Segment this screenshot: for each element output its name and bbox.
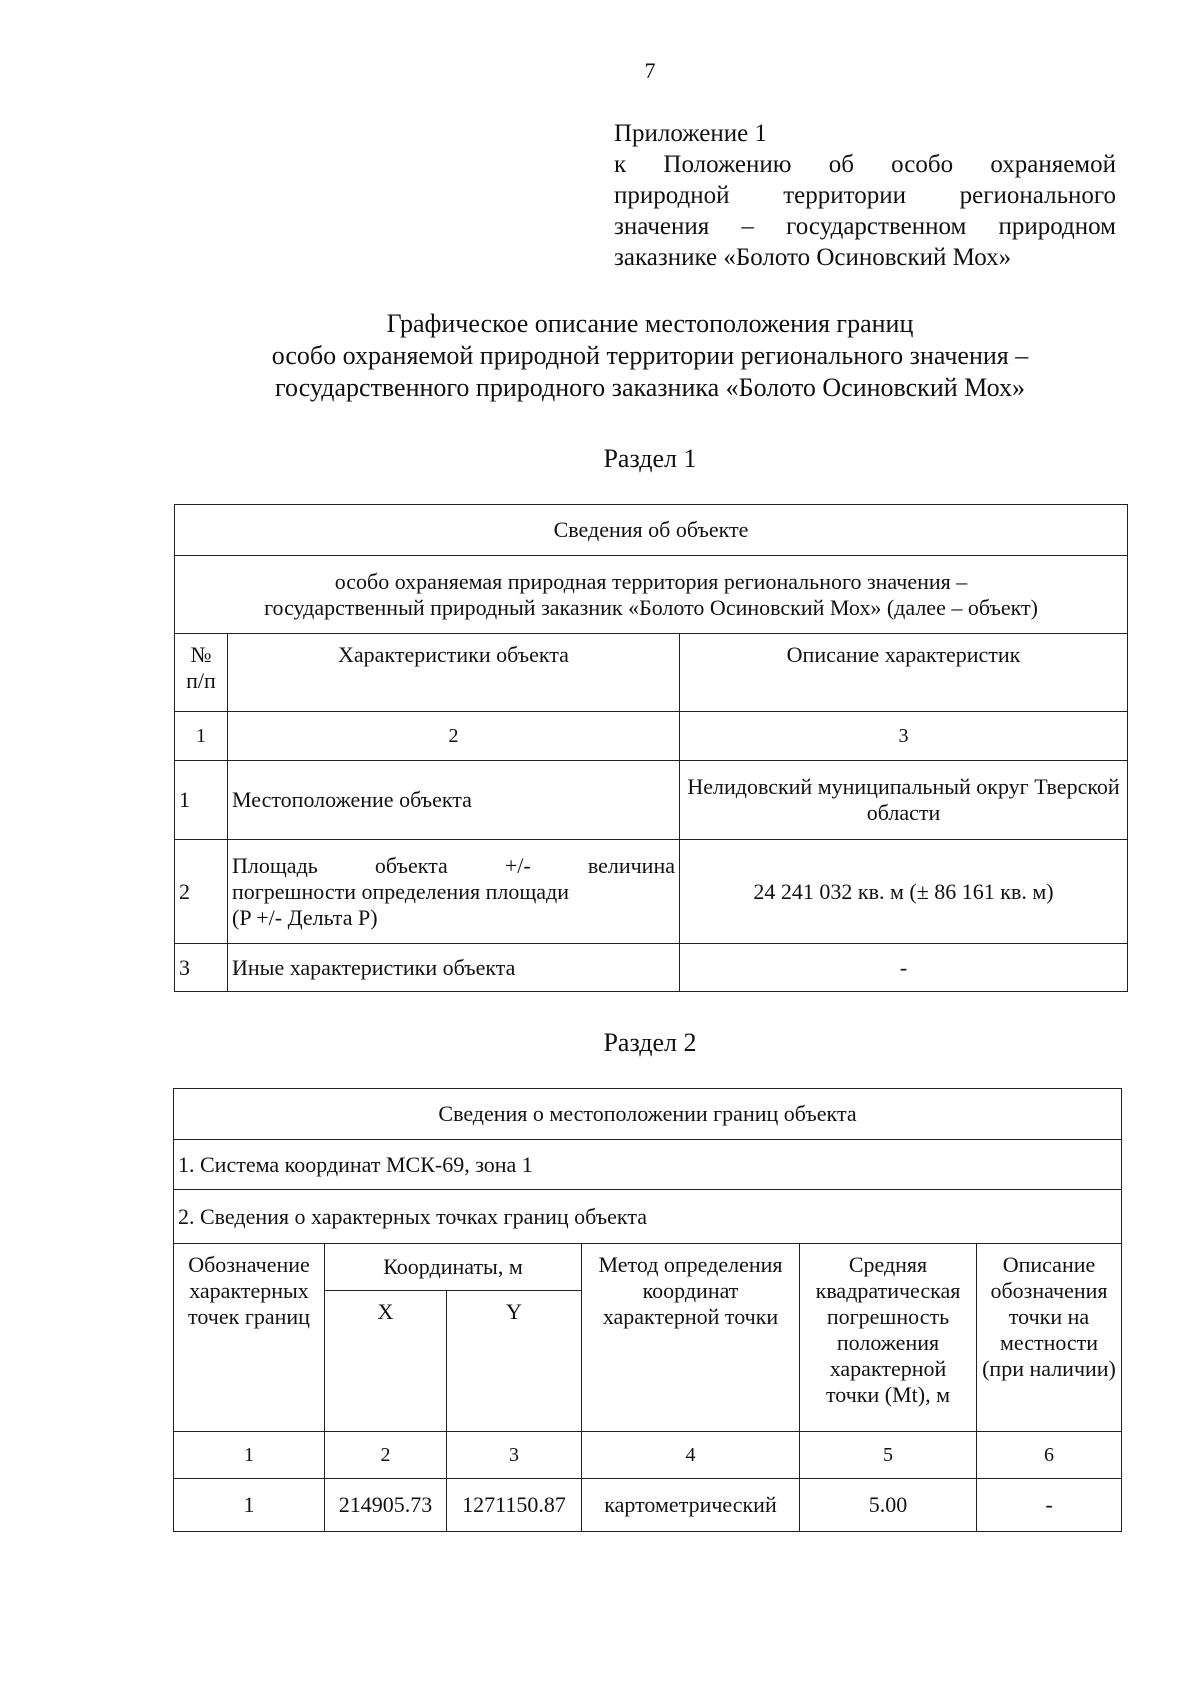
column-number: 2 bbox=[228, 712, 680, 761]
header-num: № п/п bbox=[175, 634, 228, 712]
point-method: картометрический bbox=[582, 1479, 800, 1532]
object-name-line: государственный природный заказник «Болото Осиновский Мох» (далее – объект) bbox=[264, 594, 1038, 620]
row-characteristic: Иные характеристики объекта bbox=[228, 944, 680, 992]
appendix-note bbox=[614, 118, 1116, 273]
row-description: Нелидовский муниципальный округ Тверской области bbox=[680, 761, 1128, 840]
object-name-line: особо охраняемая природная территория регионального значения – bbox=[334, 568, 968, 594]
section2-heading: Раздел 2 bbox=[603, 1028, 697, 1057]
appendix-line: заказнике «Болото Осиновский Мох» bbox=[614, 244, 1012, 271]
characteristic-line: погрешности определения площади bbox=[232, 878, 570, 904]
table-row bbox=[175, 761, 1128, 840]
header-designation: Обозначение характерных точек границ bbox=[174, 1244, 325, 1432]
column-number: 6 bbox=[977, 1432, 1122, 1479]
row-num: 2 bbox=[175, 840, 228, 944]
header-coordinates: Координаты, м bbox=[325, 1244, 582, 1291]
appendix-line: к Положению об особо охраняемой bbox=[614, 151, 1116, 178]
appendix-line: природной территории регионального bbox=[614, 182, 1116, 209]
table-row bbox=[175, 840, 1128, 944]
point-description: - bbox=[977, 1479, 1122, 1532]
point-x: 214905.73 bbox=[325, 1479, 447, 1532]
title-line: особо охраняемой природной территории регионального значения – bbox=[271, 341, 1029, 370]
appendix-line: Приложение 1 bbox=[614, 120, 767, 147]
column-number: 1 bbox=[174, 1432, 325, 1479]
column-number: 2 bbox=[325, 1432, 447, 1479]
point-designation: 1 bbox=[174, 1479, 325, 1532]
table-row bbox=[174, 1479, 1122, 1532]
characteristic-line: Площадь объекта +/- величина bbox=[232, 852, 675, 878]
table-title: Сведения о местоположении границ объекта bbox=[174, 1089, 1122, 1140]
coordinate-system: 1. Система координат МСК-69, зона 1 bbox=[174, 1140, 1122, 1190]
table-title: Сведения об объекте bbox=[175, 505, 1128, 556]
title-line: Графическое описание местоположения границ bbox=[386, 309, 914, 338]
table-row bbox=[175, 944, 1128, 992]
column-number: 4 bbox=[582, 1432, 800, 1479]
points-info: 2. Сведения о характерных точках границ объекта bbox=[174, 1190, 1122, 1244]
header-x: X bbox=[325, 1291, 447, 1432]
column-number: 5 bbox=[800, 1432, 977, 1479]
row-num: 1 bbox=[175, 761, 228, 840]
row-description: 24 241 032 кв. м (± 86 161 кв. м) bbox=[680, 840, 1128, 944]
title-line: государственного природного заказника «Болото Осиновский Мох» bbox=[275, 373, 1025, 402]
header-description: Описание характеристик bbox=[680, 634, 1128, 712]
characteristic-line: (P +/- Дельта P) bbox=[232, 904, 378, 930]
point-error: 5.00 bbox=[800, 1479, 977, 1532]
row-description: - bbox=[680, 944, 1128, 992]
header-method: Метод определения координат характерной точки bbox=[582, 1244, 800, 1432]
header-error: Средняя квадратическая погрешность положения характерной точки (Mt), м bbox=[800, 1244, 977, 1432]
row-characteristic: Местоположение объекта bbox=[228, 761, 680, 840]
header-characteristic: Характеристики объекта bbox=[228, 634, 680, 712]
header-point-description: Описание обозначения точки на местности (при наличии) bbox=[977, 1244, 1122, 1432]
appendix-line: значения – государственном природном bbox=[614, 213, 1116, 240]
section1-heading: Раздел 1 bbox=[603, 444, 697, 473]
object-info-table bbox=[174, 504, 1128, 992]
column-number: 1 bbox=[175, 712, 228, 761]
point-y: 1271150.87 bbox=[447, 1479, 582, 1532]
column-number: 3 bbox=[447, 1432, 582, 1479]
page-number: 7 bbox=[644, 58, 656, 83]
row-num: 3 bbox=[175, 944, 228, 992]
boundary-points-table bbox=[173, 1088, 1122, 1532]
object-name-cell bbox=[175, 556, 1128, 634]
document-title bbox=[100, 308, 1200, 404]
row-characteristic bbox=[228, 840, 680, 944]
column-number: 3 bbox=[680, 712, 1128, 761]
header-y: Y bbox=[447, 1291, 582, 1432]
